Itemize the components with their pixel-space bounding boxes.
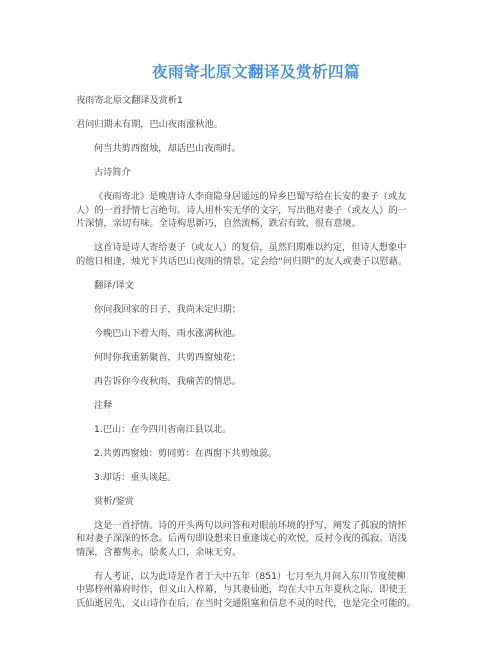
appreciation-line-3: 情深，含蓄隽永，脍炙人口，余味无穷。 <box>76 546 242 558</box>
translation-line-2: 今晚巴山下着大雨，雨水涨满秋池。 <box>94 327 241 339</box>
note-1: 1.巴山：在今四川省南江县以北。 <box>94 423 232 435</box>
appreciation-line-1: 这是一首抒情。诗的开头两句以问答和对眼前环境的抒写，阐发了孤寂的情怀 <box>94 519 407 531</box>
appreciation-line-2: 和对妻子深深的怀念。后两句即设想来日重逢谈心的欢悦，反衬今夜的孤寂。语浅 <box>76 533 407 544</box>
note-3: 3.却话：重头谈起。 <box>94 471 177 483</box>
appreciation2-line-2: 中郢梓州幕府时作，但义山入梓幕，与其妻仙逝，均在大中五年夏秋之际，即使王 <box>76 584 407 595</box>
intro2-line-2: 的他日相逢，烛光下共话巴山夜雨的情景，定会给“问归期”的友人或妻子以慰藉。 <box>76 255 408 267</box>
intro-heading: 古诗简介 <box>94 167 131 178</box>
intro-line-1: 《夜雨寄北》是晚唐诗人李商隐身居遥远的异乡巴蜀写给在长安的妻子（或友 <box>94 191 407 202</box>
intro2-line-1: 这首诗是诗人寄给妻子（或友人）的复信，虽然归期难以约定，但诗人想象中 <box>94 242 407 253</box>
translation-line-4: 再告诉你今夜秋雨，我痛苦的情思。 <box>94 375 241 387</box>
poem-line-1: 君问归期未有期，巴山夜雨涨秋池。 <box>76 119 223 130</box>
intro-line-3: 片深情，亲切有味。全诗构思新巧，自然流畅，跌宕有致，很有意境。 <box>76 218 361 229</box>
appreciation-heading: 赏析/鉴赏 <box>94 495 134 507</box>
intro-line-2: 人）的一首抒情七言绝句。诗人用朴实无华的文字，写出他对妻子（或友人）的一 <box>76 204 407 216</box>
notes-heading: 注释 <box>94 399 113 411</box>
intro-paragraph-2 <box>76 241 436 268</box>
section-subtitle: 夜雨寄北原文翻译及赏析1 <box>76 95 183 106</box>
translation-heading: 翻译/译文 <box>94 279 134 291</box>
note-2: 2.共剪西窗烛：剪同剪：在西窗下共剪烛蕊。 <box>94 447 278 459</box>
translation-line-1: 你问我回家的日子，我尚未定归期； <box>94 303 241 315</box>
poem-line-2: 何当共剪西窗烛，却话巴山夜雨时。 <box>94 143 241 154</box>
appreciation2-line-1: 有人考证，以为此诗是作者于大中五年（851）七月至九月间入东川节度使柳 <box>94 570 406 582</box>
appreciation-paragraph <box>76 519 436 560</box>
appreciation-paragraph-2 <box>76 570 436 611</box>
translation-line-3: 何时你我重新聚首，共剪西窗烛花； <box>94 351 241 363</box>
appreciation2-line-3: 氏仙逝居先，义山诗作在后，在当时交通阻塞和信息不灵的时代，也是完全可能的。 <box>76 597 416 609</box>
document-title: 夜雨寄北原文翻译及赏析四篇 <box>151 63 360 81</box>
intro-paragraph <box>76 190 436 231</box>
